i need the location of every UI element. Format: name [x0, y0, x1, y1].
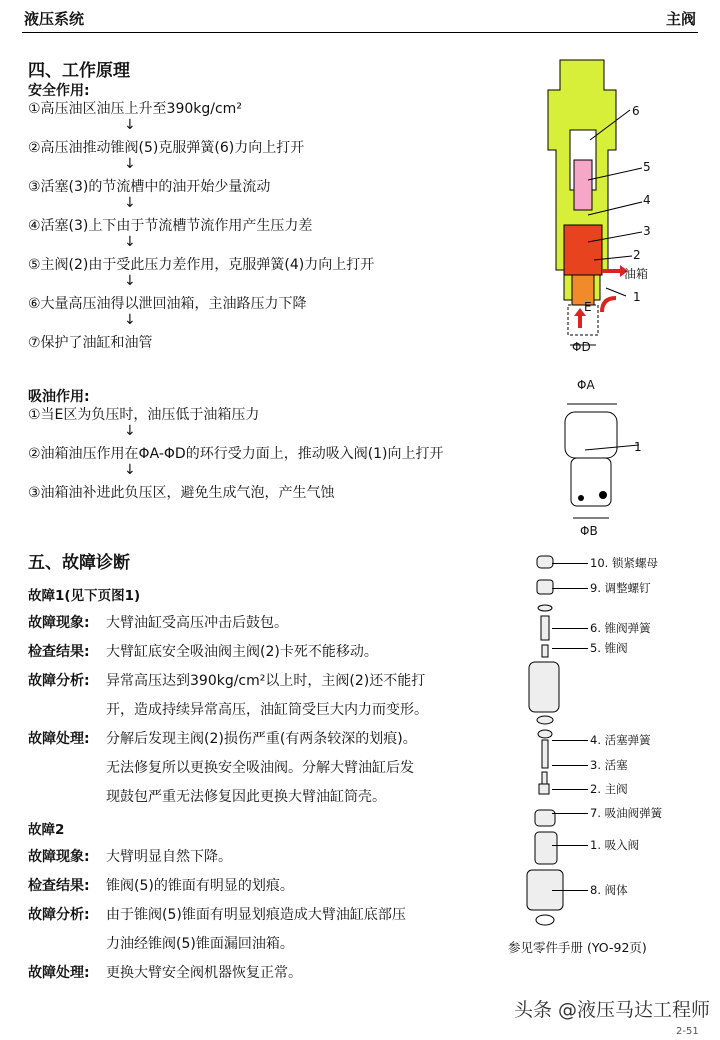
parts-caption: 参见零件手册 (YO-92页) [508, 940, 647, 955]
fault-value: 无法修复所以更换安全吸油阀。分解大臂油缸后发 [106, 760, 414, 776]
e-label: E [584, 300, 592, 314]
part-label: 4. 活塞弹簧 [590, 733, 651, 747]
section5-title: 五、故障诊断 [28, 553, 130, 573]
down-arrow-icon: ↓ [124, 117, 136, 133]
header-rule [22, 32, 698, 33]
safety-step: ④活塞(3)上下由于节流槽节流作用产生压力差 [28, 218, 313, 234]
fault-value: 开，造成持续异常高压，油缸筒受巨大内力而变形。 [106, 702, 428, 718]
leader-line [552, 789, 588, 790]
fault-key: 检查结果: [28, 878, 90, 894]
fault-key: 故障处理: [28, 731, 90, 747]
fault-key: 故障现象: [28, 615, 90, 631]
leader-line [552, 813, 588, 814]
part-label: 8. 阀体 [590, 883, 628, 897]
fault-value: 更换大臂安全阀机器恢复正常。 [106, 965, 302, 981]
label-5: 5 [643, 160, 651, 174]
valve-section-diagram [530, 50, 710, 360]
part-label: 2. 主阀 [590, 782, 628, 796]
label-4: 4 [643, 193, 651, 207]
leader-line [552, 628, 588, 629]
phid-label: ΦD [572, 340, 591, 354]
fault-value: 锥阀(5)的锥面有明显的划痕。 [106, 878, 294, 894]
leader-line [552, 845, 588, 846]
label-1: 1 [633, 290, 641, 304]
safety-step: ③活塞(3)的节流槽中的油开始少量流动 [28, 179, 271, 195]
part-label: 3. 活塞 [590, 758, 628, 772]
fault-value: 异常高压达到390kg/cm²以上时，主阀(2)还不能打 [106, 673, 426, 689]
leader-line [552, 588, 588, 589]
down-arrow-icon: ↓ [124, 195, 136, 211]
part-label: 10. 锁紧螺母 [590, 556, 658, 570]
fault-key: 检查结果: [28, 644, 90, 660]
fault-value: 由于锥阀(5)锥面有明显划痕造成大臂油缸底部压 [106, 907, 406, 923]
header-left: 液压系统 [24, 10, 85, 28]
tank-label: 油箱 [624, 267, 649, 281]
header-right: 主阀 [665, 10, 696, 28]
down-arrow-icon: ↓ [124, 156, 136, 172]
label-3: 3 [643, 224, 651, 238]
fault-value: 现鼓包严重无法修复因此更换大臂油缸筒壳。 [106, 789, 386, 805]
phia-label: ΦA [577, 378, 595, 392]
suction-title: 吸油作用: [28, 389, 90, 405]
safety-step: ①高压油区油压上升至390kg/cm² [28, 101, 242, 117]
fault-key: 故障现象: [28, 849, 90, 865]
watermark: 头条 @液压马达工程师 [514, 999, 711, 1021]
part-label: 1. 吸入阀 [590, 838, 640, 852]
leader-line [552, 890, 588, 891]
page-number: 2-51 [676, 1026, 699, 1037]
suction-step: ③油箱油补进此负压区，避免生成气泡，产生气蚀 [28, 485, 335, 501]
leader-line [552, 648, 588, 649]
label-6: 6 [632, 104, 640, 118]
fault1-title: 故障1(见下页图1) [28, 588, 141, 604]
fault-value: 大臂明显自然下降。 [106, 849, 232, 865]
down-arrow-icon: ↓ [124, 423, 136, 439]
fault-key: 故障分析: [28, 673, 90, 689]
suction-step: ②油箱油压作用在ΦA-ΦD的环行受力面上，推动吸入阀(1)向上打开 [28, 446, 444, 462]
down-arrow-icon: ↓ [124, 462, 136, 478]
suction-step: ①当E区为负压时，油压低于油箱压力 [28, 407, 260, 423]
suction-label-1: 1 [634, 440, 642, 454]
part-label: 9. 调整螺钉 [590, 581, 651, 595]
fault-value: 大臂油缸受高压冲击后鼓包。 [106, 615, 288, 631]
safety-step: ⑦保护了油缸和油管 [28, 335, 153, 351]
leader-line [552, 563, 588, 564]
safety-step: ⑥大量高压油得以泄回油箱，主油路压力下降 [28, 296, 307, 312]
safety-step: ⑤主阀(2)由于受此压力差作用，克服弹簧(4)力向上打开 [28, 257, 375, 273]
phib-label: ΦB [580, 524, 598, 538]
part-label: 6. 锥阀弹簧 [590, 621, 651, 635]
part-label: 5. 锥阀 [590, 641, 628, 655]
section4-title: 四、工作原理 [28, 61, 130, 81]
down-arrow-icon: ↓ [124, 273, 136, 289]
leader-line [552, 740, 588, 741]
fault-value: 大臂缸底安全吸油阀主阀(2)卡死不能移动。 [106, 644, 378, 660]
part-label: 7. 吸油阀弹簧 [590, 806, 663, 820]
label-2: 2 [633, 248, 641, 262]
suction-valve-diagram [555, 390, 665, 530]
fault2-title: 故障2 [28, 822, 65, 838]
safety-step: ②高压油推动锥阀(5)克服弹簧(6)力向上打开 [28, 140, 305, 156]
down-arrow-icon: ↓ [124, 234, 136, 250]
fault-key: 故障分析: [28, 907, 90, 923]
down-arrow-icon: ↓ [124, 312, 136, 328]
safety-title: 安全作用: [28, 83, 90, 99]
fault-key: 故障处理: [28, 965, 90, 981]
fault-value: 分解后发现主阀(2)损伤严重(有两条较深的划痕)。 [106, 731, 417, 747]
fault-value: 力油经锥阀(5)锥面漏回油箱。 [106, 936, 294, 952]
leader-line [552, 765, 588, 766]
